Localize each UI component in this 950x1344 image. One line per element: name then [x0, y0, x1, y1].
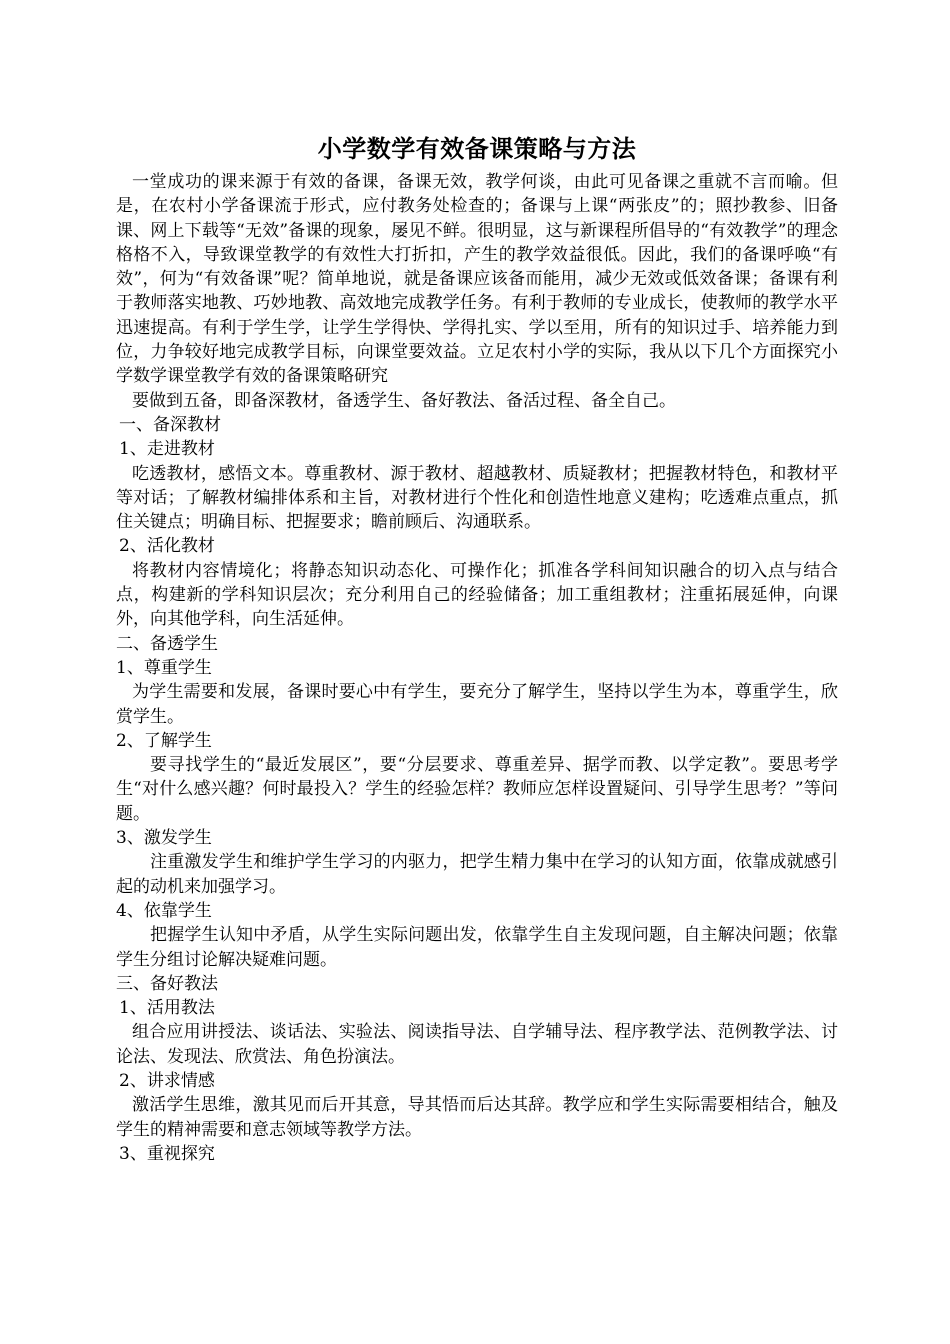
paragraph: 把握学生认知中矛盾，从学生实际问题出发，依靠学生自主发现问题，自主解决问题；依靠学生分组讨论解决疑难问题。 [116, 925, 838, 970]
paragraph: 为学生需要和发展，备课时要心中有学生，要充分了解学生，坚持以学生为本，尊重学生，欣赏学生。 [116, 682, 838, 727]
paragraph: 激活学生思维，激其见而后开其意，导其悟而后达其辞。教学应和学生实际需要相结合，触及学生的精神需要和意志领域等教学方法。 [116, 1095, 838, 1140]
subsection-heading: 2、讲求情感 [119, 1070, 215, 1091]
subsection-heading: 1、尊重学生 [116, 657, 212, 678]
subsection-heading: 4、依靠学生 [116, 900, 212, 921]
paragraph: 要寻找学生的“最近发展区”，要“分层要求、尊重差异、据学而教、以学定教”。要思考学生“对什么感兴趣？何时最投入？学生的经验怎样？教师应怎样设置疑问、引导学生思考？”等问题。 [116, 755, 838, 824]
document-page [116, 132, 838, 1166]
subsection-heading: 3、激发学生 [116, 828, 212, 849]
section-heading: 一、备深教材 [119, 414, 221, 435]
paragraph: 一堂成功的课来源于有效的备课，备课无效，教学何谈，由此可见备课之重就不言而喻。但是，在农村小学备课流于形式，应付教务处检查的；备课与上课“两张皮”的；照抄教参、旧备课、网上下载等“无效”备课的现象，屡见不鲜。很明显，这与新课程所倡导的“有效教学”的理念格格不入，导致课堂教学的有效性大打折扣，产生的教学效益很低。因此，我们的备课呼唤“有效”，何为“有效备课”呢？简单地说，就是备课应该备而能用，减少无效或低效备课；备课有利于教师落实地教、巧妙地教、高效地完成教学任务。有利于教师的专业成长，使教师的教学水平迅速提高。有利于学生学，让学生学得快、学得扎实、学以至用，所有的知识过手、培养能力到位，力争较好地完成教学目标，向课堂要效益。立足农村小学的实际，我从以下几个方面探究小学数学课堂教学有效的备课策略研究 [116, 172, 838, 387]
paragraph: 吃透教材，感悟文本。尊重教材、源于教材、超越教材、质疑教材；把握教材特色，和教材平等对话；了解教材编排体系和主旨，对教材进行个性化和创造性地意义建构；吃透难点重点，抓住关键点；明确目标、把握要求；瞻前顾后、沟通联系。 [116, 463, 838, 533]
subsection-heading: 2、活化教材 [119, 536, 215, 557]
subsection-heading: 2、了解学生 [116, 730, 212, 751]
paragraph: 将教材内容情境化；将静态知识动态化、可操作化；抓准各学科间知识融合的切入点与结合点，构建新的学科知识层次；充分利用自己的经验储备；加工重组教材；注重拓展延伸，向课外，向其他学科，向生活延伸。 [116, 560, 838, 630]
subsection-heading: 1、活用教法 [119, 998, 215, 1019]
document-body [116, 170, 838, 1166]
subsection-heading: 1、走进教材 [119, 439, 215, 460]
section-heading: 二、备透学生 [116, 633, 218, 654]
subsection-heading: 3、重视探究 [119, 1143, 215, 1164]
paragraph: 要做到五备，即备深教材，备透学生、备好教法、备活过程、备全自己。 [132, 390, 676, 411]
document-title: 小学数学有效备课策略与方法 [317, 134, 637, 163]
paragraph: 注重激发学生和维护学生学习的内驱力，把学生精力集中在学习的认知方面，依靠成就感引起的动机来加强学习。 [116, 852, 838, 897]
section-heading: 三、备好教法 [116, 973, 218, 994]
paragraph: 组合应用讲授法、谈话法、实验法、阅读指导法、自学辅导法、程序教学法、范例教学法、讨论法、发现法、欣赏法、角色扮演法。 [116, 1022, 838, 1067]
